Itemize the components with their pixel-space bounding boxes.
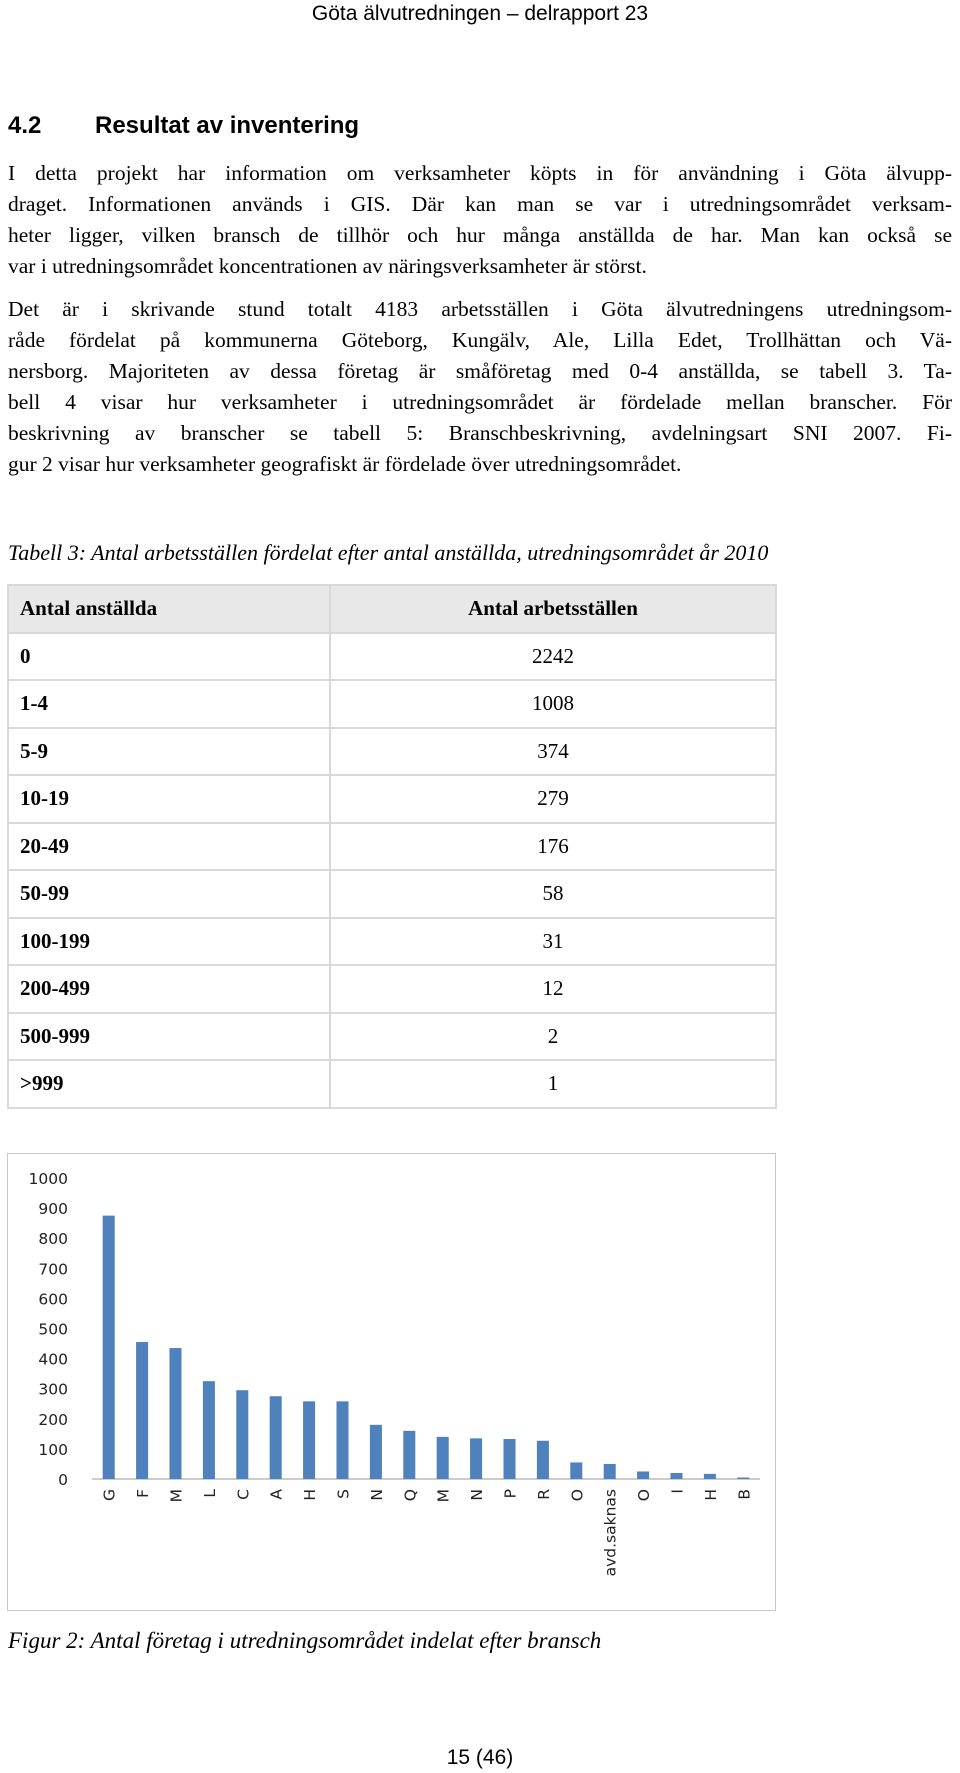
workplaces-cell: 31 — [330, 918, 776, 966]
x-tick-label: N — [367, 1489, 386, 1501]
paragraph-line: draget. Informationen används i GIS. Där kan man se var i utredningsområdet verksam- — [8, 192, 952, 216]
employees-cell: 0 — [8, 633, 330, 681]
bar — [169, 1348, 181, 1479]
paragraph-line: var i utredningsområdet koncentrationen av näringsverksamheter är störst. — [8, 254, 647, 278]
paragraph-line: bell 4 visar hur verksamheter i utredningsområdet är fördelade mellan branscher. För — [8, 390, 952, 414]
figure-caption: Figur 2: Antal företag i utredningsområdet indelat efter bransch — [8, 1628, 602, 1653]
paragraph-line: Det är i skrivande stund totalt 4183 arbetsställen i Göta älvutredningens utredningsom- — [8, 297, 952, 321]
x-tick-label: avd.saknas — [601, 1489, 620, 1577]
bar — [604, 1464, 616, 1479]
paragraph-line: råde fördelat på kommunerna Göteborg, Kungälv, Ale, Lilla Edet, Trollhättan och Vä- — [8, 328, 952, 352]
y-tick-label: 400 — [38, 1350, 68, 1369]
y-tick-label: 500 — [38, 1320, 68, 1339]
table-row — [8, 870, 776, 918]
employees-cell: 5-9 — [8, 728, 330, 776]
running-header: Göta älvutredningen – delrapport 23 — [311, 2, 649, 25]
x-tick-label: L — [200, 1489, 219, 1498]
x-tick-label: M — [167, 1489, 186, 1503]
workplaces-cell: 2242 — [330, 633, 776, 681]
bar — [670, 1473, 682, 1479]
x-tick-label: N — [468, 1489, 487, 1501]
table-row — [8, 775, 776, 823]
bar — [403, 1431, 415, 1479]
x-tick-label: G — [100, 1489, 119, 1502]
paragraph-line: beskrivning av branscher se tabell 5: Branschbeskrivning, avdelningsart SNI 2007. Fi- — [8, 421, 952, 445]
workplaces-cell: 1008 — [330, 680, 776, 728]
employees-cell: 500-999 — [8, 1013, 330, 1061]
table-row — [8, 633, 776, 681]
x-tick-label: S — [334, 1489, 353, 1499]
employees-cell: 50-99 — [8, 870, 330, 918]
bar — [336, 1401, 348, 1479]
section-number: 4.2 — [8, 112, 42, 139]
bar — [437, 1437, 449, 1479]
x-tick-label: M — [434, 1489, 453, 1503]
y-tick-label: 200 — [38, 1410, 68, 1429]
page-number: 15 (46) — [446, 1746, 514, 1769]
paragraph-workplaces — [8, 294, 952, 480]
bar — [303, 1401, 315, 1479]
paragraph-line: I detta projekt har information om verksamheter köpts in för användning i Göta älvupp- — [8, 161, 952, 185]
x-tick-label: P — [501, 1489, 520, 1499]
workplaces-cell: 279 — [330, 775, 776, 823]
employees-table — [7, 584, 777, 1109]
section-title: Resultat av inventering — [95, 112, 360, 139]
y-tick-label: 700 — [38, 1260, 68, 1279]
bar-chart-frame — [7, 1153, 776, 1611]
y-tick-label: 900 — [38, 1200, 68, 1219]
y-tick-label: 1000 — [28, 1170, 68, 1188]
bar — [236, 1390, 248, 1479]
bar — [470, 1438, 482, 1479]
x-tick-label: R — [534, 1489, 553, 1500]
employees-cell: 10-19 — [8, 775, 330, 823]
x-tick-label: H — [701, 1489, 720, 1501]
workplaces-cell: 12 — [330, 965, 776, 1013]
y-tick-label: 800 — [38, 1230, 68, 1249]
bar — [103, 1216, 115, 1479]
workplaces-cell: 176 — [330, 823, 776, 871]
x-tick-label: B — [735, 1489, 754, 1500]
bar — [570, 1462, 582, 1479]
table-caption: Tabell 3: Antal arbetsställen fördelat efter antal anställda, utredningsområdet år 2010 — [8, 540, 769, 565]
x-tick-label: C — [234, 1489, 253, 1500]
x-tick-label: I — [668, 1489, 687, 1494]
table-row — [8, 965, 776, 1013]
table-header-row — [8, 585, 776, 633]
x-tick-label: Q — [401, 1489, 420, 1502]
table-row — [8, 918, 776, 966]
y-tick-label: 300 — [38, 1380, 68, 1399]
table-row — [8, 823, 776, 871]
employees-cell: 1-4 — [8, 680, 330, 728]
paragraph-intro — [8, 158, 952, 282]
x-tick-label: F — [134, 1489, 153, 1498]
bar — [503, 1439, 515, 1479]
workplaces-cell: 2 — [330, 1013, 776, 1061]
bar — [370, 1425, 382, 1479]
paragraph-line: nersborg. Majoriteten av dessa företag är småföretag med 0-4 anställda, se tabell 3. Ta- — [8, 359, 952, 383]
x-tick-label: A — [267, 1489, 286, 1500]
employees-cell: 20-49 — [8, 823, 330, 871]
workplaces-cell: 58 — [330, 870, 776, 918]
y-tick-label: 0 — [58, 1471, 68, 1489]
x-tick-label: O — [568, 1489, 587, 1502]
bar — [136, 1342, 148, 1479]
paragraph-line: gur 2 visar hur verksamheter geografiskt är fördelade över utredningsområdet. — [8, 452, 682, 476]
bar — [537, 1441, 549, 1479]
x-tick-label: H — [301, 1489, 320, 1501]
paragraph-line: heter ligger, vilken bransch de tillhör och hur många anställda de har. Man kan också se — [8, 223, 952, 247]
column-header-employees: Antal anställda — [8, 585, 330, 633]
table-row — [8, 1060, 776, 1108]
bar — [704, 1474, 716, 1479]
table-row — [8, 680, 776, 728]
table-row — [8, 1013, 776, 1061]
bar — [270, 1396, 282, 1479]
bar-chart — [8, 1154, 774, 1609]
bar — [637, 1471, 649, 1479]
column-header-workplaces: Antal arbetsställen — [330, 585, 776, 633]
workplaces-cell: 374 — [330, 728, 776, 776]
employees-cell: >999 — [8, 1060, 330, 1108]
workplaces-cell: 1 — [330, 1060, 776, 1108]
section-heading — [8, 112, 359, 140]
table-row — [8, 728, 776, 776]
bar — [203, 1381, 215, 1479]
y-tick-label: 100 — [38, 1440, 68, 1459]
bar — [737, 1477, 749, 1479]
employees-cell: 200-499 — [8, 965, 330, 1013]
y-tick-label: 600 — [38, 1290, 68, 1309]
employees-cell: 100-199 — [8, 918, 330, 966]
x-tick-label: O — [635, 1489, 654, 1502]
